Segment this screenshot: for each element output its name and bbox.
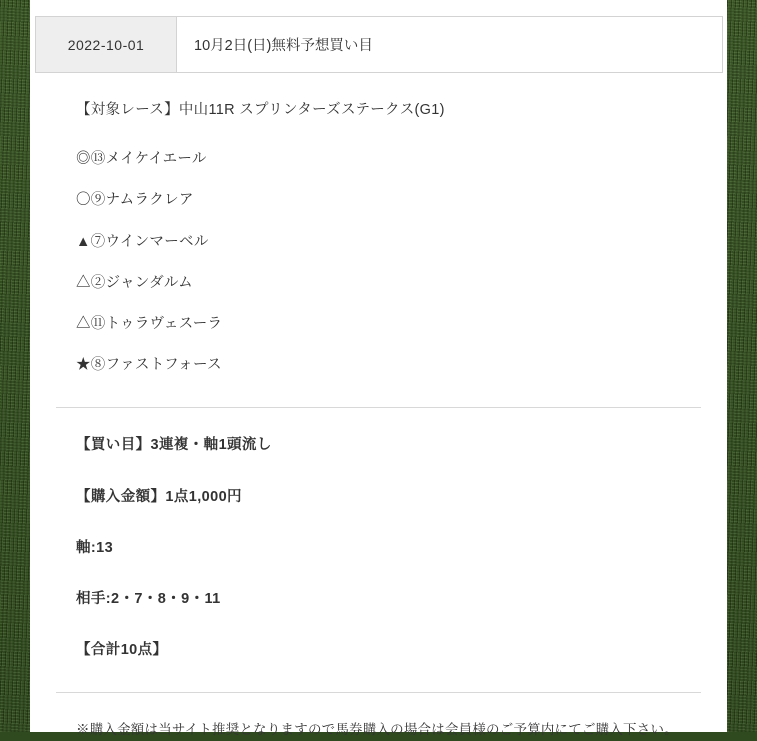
article-page <box>30 0 727 738</box>
horse-marks-list <box>76 148 705 377</box>
list-item: ▲⑦ウインマーベル <box>76 233 209 250</box>
list-item: 【合計10点】 <box>76 642 168 659</box>
purchase-note: ※購入金額は当サイト推奨となりますので馬券購入の場合は会員様のご予算内にてご購入下さい。 <box>76 722 678 738</box>
list-item: △⑪トゥラヴェスーラ <box>76 315 223 332</box>
section-divider-bottom <box>56 692 701 693</box>
list-item: ◎⑬メイケイエール <box>76 151 207 168</box>
background-texture-left <box>0 0 30 732</box>
list-item: 【購入金額】1点1,000円 <box>76 488 242 505</box>
list-item: 軸:13 <box>76 539 114 556</box>
article-body <box>30 73 727 741</box>
entry-title-cell: 10月2日(日)無料予想買い目 <box>177 17 723 73</box>
list-item: ★⑧ファストフォース <box>76 357 222 374</box>
target-race-line: 【対象レース】中山11R スプリンターズステークス(G1) <box>76 102 445 118</box>
section-divider-top <box>56 407 701 408</box>
buy-details-list <box>76 434 705 662</box>
list-item: 〇⑨ナムラクレア <box>76 192 194 209</box>
entry-date-cell: 2022-10-01 <box>36 17 177 73</box>
list-item: △②ジャンダルム <box>76 274 193 291</box>
background-texture-right <box>727 0 757 732</box>
list-item: 【買い目】3連複・軸1頭流し <box>76 437 272 454</box>
table-row <box>36 17 723 73</box>
content-wrapper <box>30 0 727 741</box>
list-item: 相手:2・7・8・9・11 <box>76 590 221 607</box>
entry-header-table <box>35 16 723 73</box>
